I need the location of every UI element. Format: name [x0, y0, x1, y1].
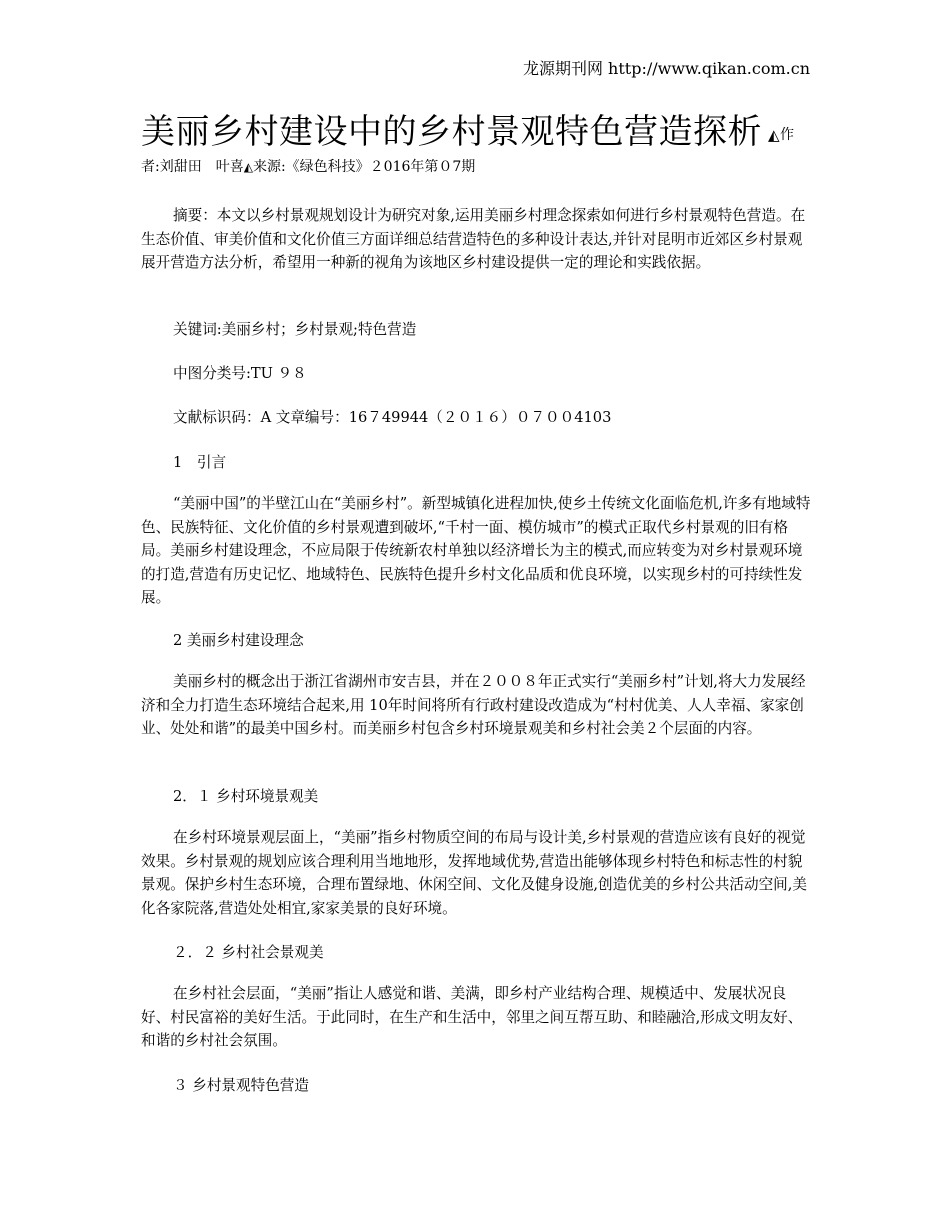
- source-icon: ◭: [243, 160, 253, 174]
- meta-source: 来源:《绿色科技》２016年第０7期: [252, 159, 476, 175]
- keywords: 关键词:美丽乡村；乡村景观;特色营造: [173, 321, 417, 338]
- section-2-2-paragraph: 在乡村社会层面，“美丽”指让人感觉和谐、美满，即乡村产业结构合理、规模适中、发展状况良好、村民富裕的美好生活。于此同时，在生产和生活中，邻里之间互帮互助、和睦融洽,形成文明友好、和谐的乡村社会氛围。: [141, 985, 803, 1049]
- title-tail: 作: [780, 127, 795, 143]
- section-2-paragraph: 美丽乡村的概念出于浙江省湖州市安吉县，并在２００８年正式实行“美丽乡村”计划,将大力发展经济和全力打造生态环境结合起来,用 10年时间将所有行政村建设改造成为“村村优美、人人幸福、家家创业、处处和谐”的最美中国乡村。而美丽乡村包含乡村环境景观美和乡村社会美２个层面的内容。: [141, 673, 806, 737]
- meta-authors: 者:刘甜田 叶喜: [141, 159, 244, 175]
- section-1-paragraph: “美丽中国”的半壁江山在“美丽乡村”。新型城镇化进程加快,使乡土传统文化面临危机,许多有地域特色、民族特征、文化价值的乡村景观遭到破坏,“千村一面、模仿城市”的模式正取代乡村景观的旧有格局。美丽乡村建设理念，不应局限于传统新农村单独以经济增长为主的模式,而应转变为对乡村景观环境的打造,营造有历史记忆、地域特色、民族特色提升乡村文化品质和优良环境，以实现乡村的可持续性发展。: [141, 495, 811, 606]
- author-icon: ◭: [768, 126, 781, 144]
- site-header: 龙源期刊网 http://www.qikan.com.cn: [522, 59, 810, 78]
- section-heading-2-1: 2．１ 乡村环境景观美: [173, 788, 319, 805]
- article-meta: [141, 156, 475, 176]
- section-heading-2-2: ２．２ 乡村社会景观美: [173, 944, 324, 961]
- abstract: 摘要：本文以乡村景观规划设计为研究对象,运用美丽乡村理念探索如何进行乡村景观特色营造。在生态价值、审美价值和文化价值三方面详细总结营造特色的多种设计表达,并针对昆明市近郊区乡村景观展开营造方法分析，希望用一种新的视角为该地区乡村建设提供一定的理论和实践依据。: [141, 207, 806, 271]
- section-heading-2: 2 美丽乡村建设理念: [173, 632, 304, 649]
- section-2-1-paragraph: 在乡村环境景观层面上，“美丽”指乡村物质空间的布局与设计美,乡村景观的营造应该有良好的视觉效果。乡村景观的规划应该合理利用当地地形，发挥地域优势,营造出能够体现乡村特色和标志性的村貌景观。保护乡村生态环境，合理布置绿地、休闲空间、文化及健身设施,创造优美的乡村公共活动空间,美化各家院落,营造处处相宜,家家美景的良好环境。: [141, 829, 808, 917]
- section-heading-1: 1 引言: [173, 454, 227, 471]
- article-title: [141, 110, 795, 157]
- document-code: 文献标识码：A 文章编号：16７49944（２０１６）０７００4103: [173, 409, 612, 426]
- clc-number: 中图分类号:TU ９８: [173, 365, 307, 382]
- title-text: 美丽乡村建设中的乡村景观特色营造探析: [141, 112, 762, 152]
- section-heading-3: ３ 乡村景观特色营造: [173, 1077, 309, 1094]
